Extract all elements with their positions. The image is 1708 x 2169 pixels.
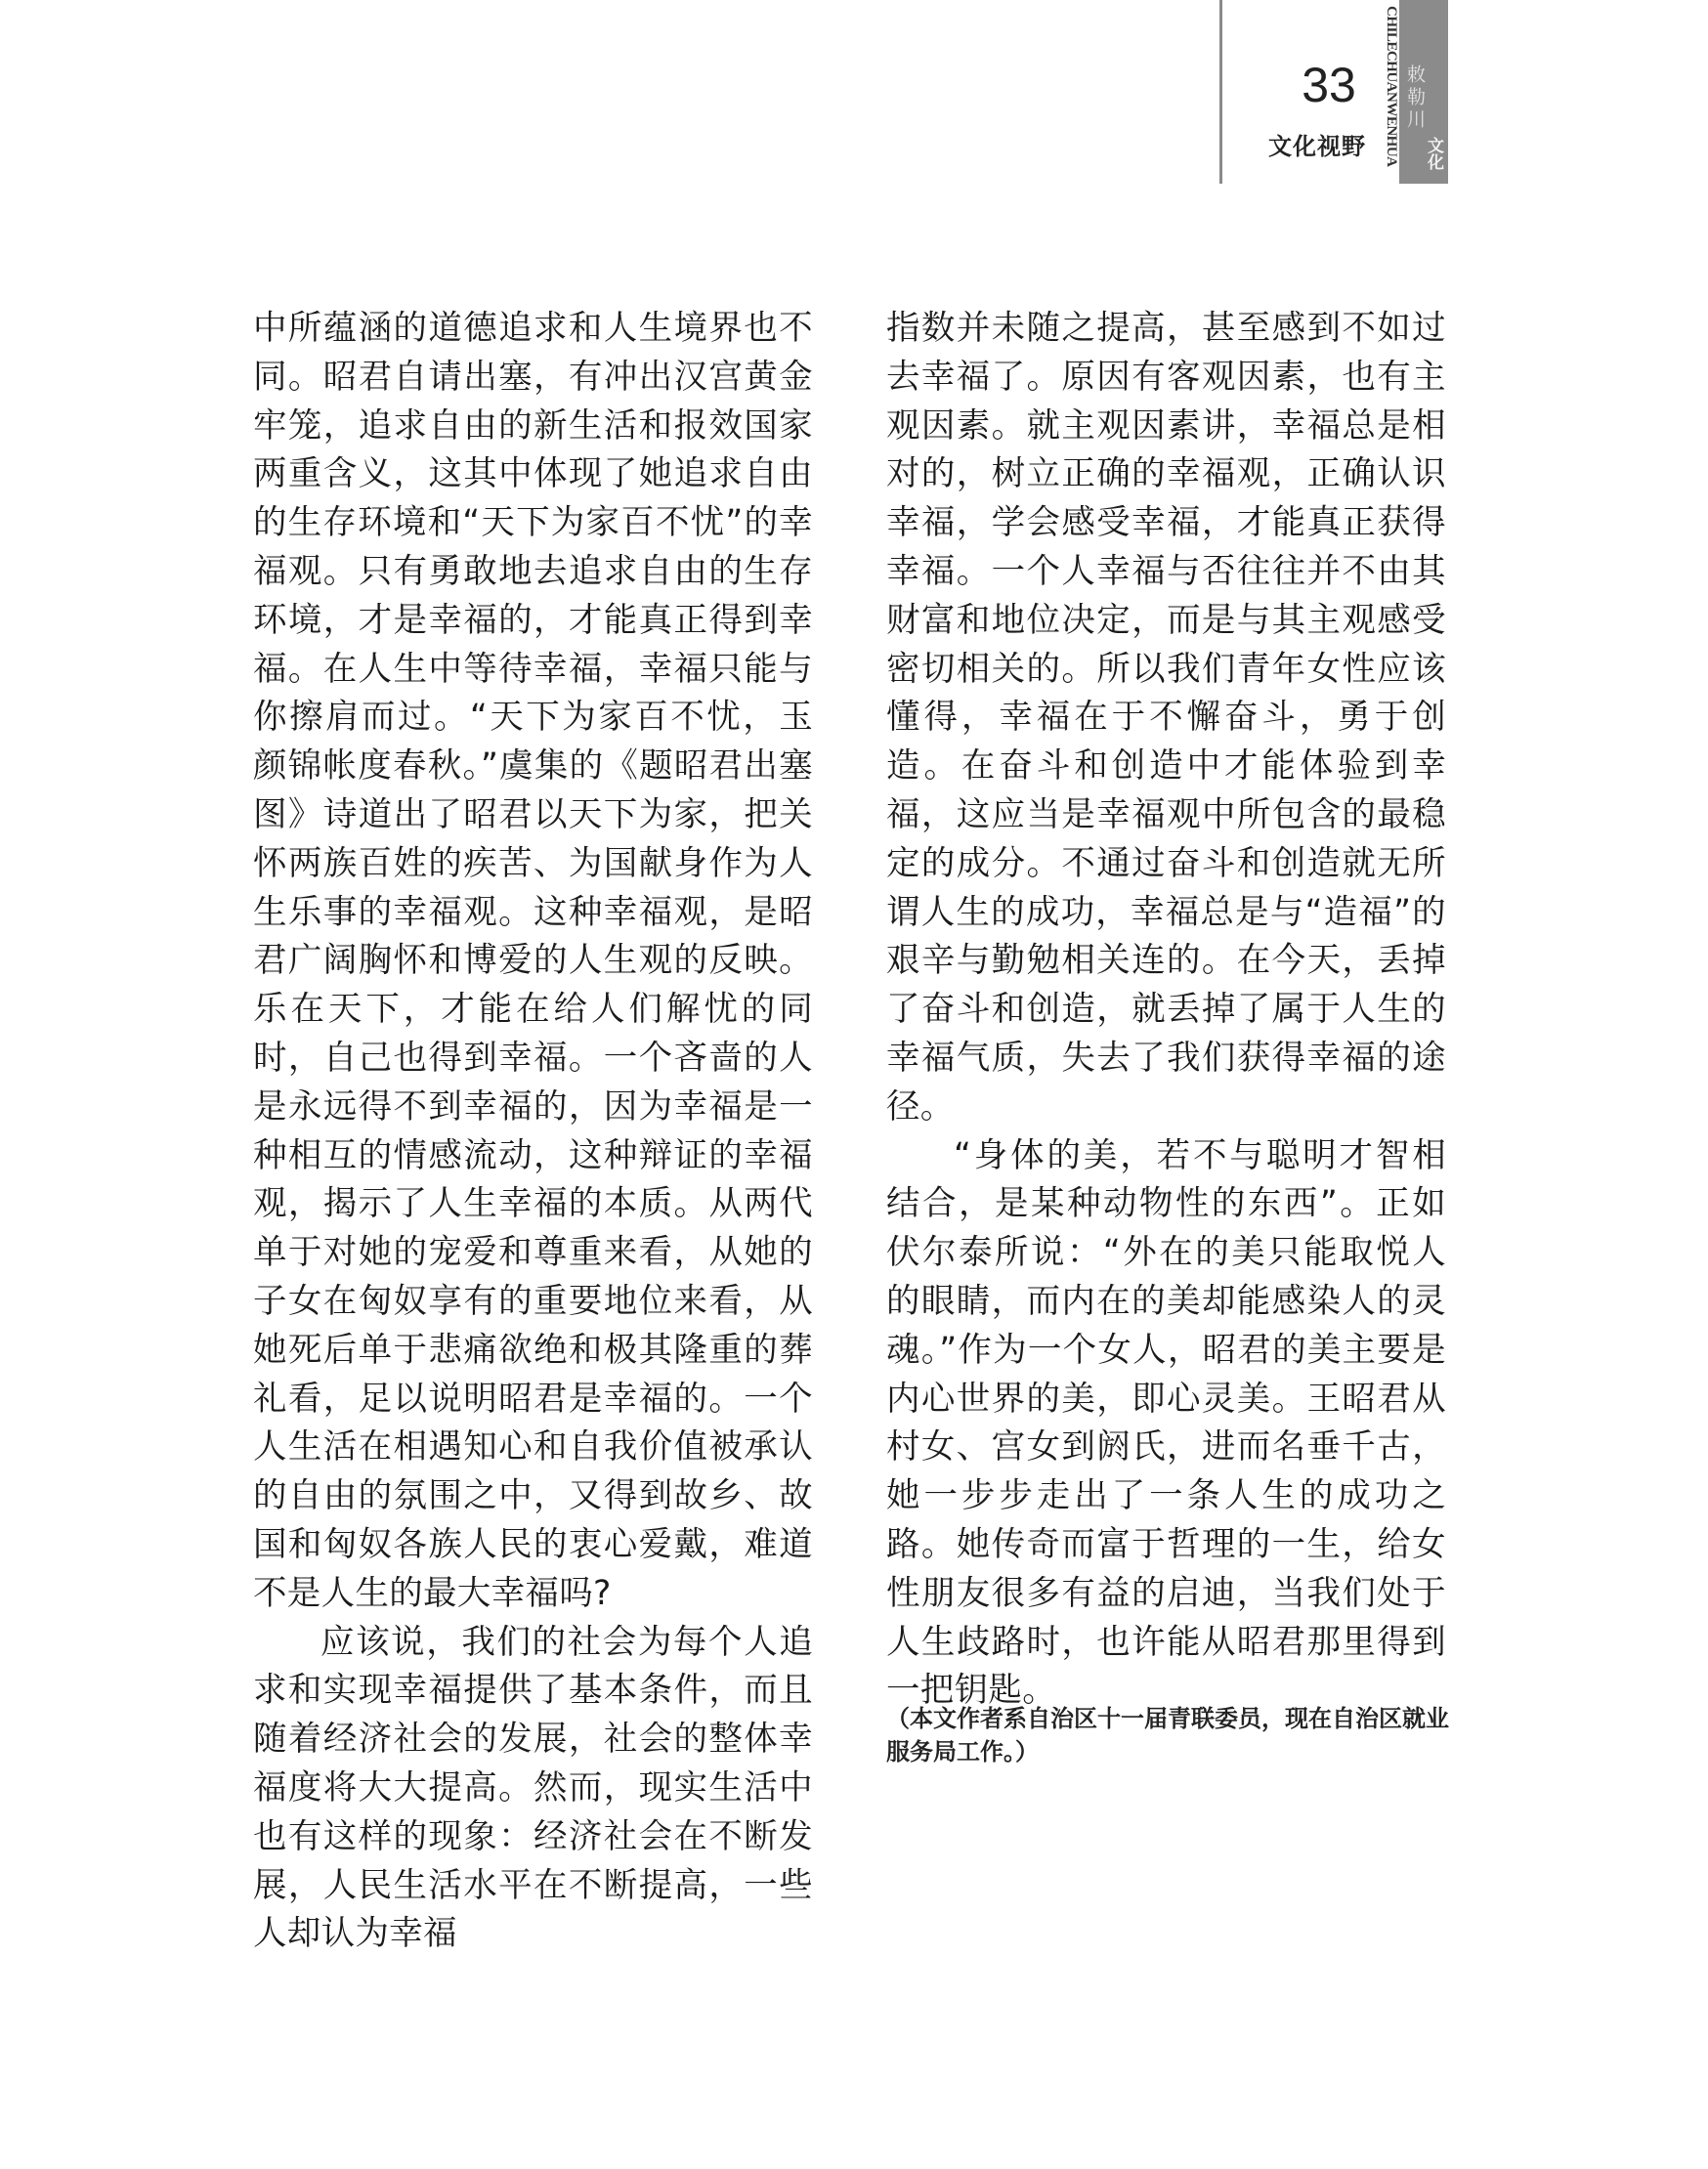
magazine-logo-word: 文化: [1424, 137, 1443, 170]
paragraph: “身体的美，若不与聪明才智相结合，是某种动物性的东西”。正如伏尔泰所说：“外在的美只能取悦人的眼睛，而内在的美却能感染人的灵魂。”作为一个女人，昭君的美主要是内心世界的美，即心灵美。王昭君从村女、宫女到阏氏，进而名垂千古，她一步步走出了一条人生的成功之路。她传奇而富于哲理的一生，给女性朋友很多有益的启迪，当我们处于人生歧路时，也许能从昭君那里得到一把钥匙。: [886, 1135, 1446, 1711]
author-note: （本文作者系自治区十一届青联委员，现在自治区就业服务局工作。）: [886, 1705, 1449, 1765]
paragraph: 指数并未随之提高，甚至感到不如过去幸福了。原因有客观因素，也有主观因素。就主观因素讲，幸福总是相对的，树立正确的幸福观，正确认识幸福，学会感受幸福，才能真正获得幸福。一个人幸福与否往往并不由其财富和地位决定，而是与其主观感受密切相关的。所以我们青年女性应该懂得，幸福在于不懈奋斗，勇于创造。在奋斗和创造中才能体验到幸福，这应当是幸福观中所包含的最稳定的成分。不通过奋斗和创造就无所谓人生的成功，幸福总是与“造福”的艰辛与勤勉相关连的。在今天，丢掉了奋斗和创造，就丢掉了属于人生的幸福气质，失去了我们获得幸福的途径。: [886, 309, 1446, 1127]
page-number: 33: [1302, 58, 1356, 112]
magazine-logo-name: 敕勒川: [1404, 64, 1426, 132]
magazine-latin-title: CHILECHUANWENHUA: [1384, 6, 1399, 167]
section-title: 文化视野: [1268, 133, 1366, 160]
header-divider: [1219, 0, 1222, 184]
article-right-column: [886, 305, 1446, 1716]
paragraph: 中所蕴涵的道德追求和人生境界也不同。昭君自请出塞，有冲出汉宫黄金牢笼，追求自由的新生活和报效国家两重含义，这其中体现了她追求自由的生存环境和“天下为家百不忧”的幸福观。只有勇敢地去追求自由的生存环境，才是幸福的，才能真正得到幸福。在人生中等待幸福，幸福只能与你擦肩而过。“天下为家百不忧，玉颜锦帐度春秋。”虞集的《题昭君出塞图》诗道出了昭君以天下为家，把关怀两族百姓的疾苦、为国献身作为人生乐事的幸福观。这种幸福观，是昭君广阔胸怀和博爱的人生观的反映。乐在天下，才能在给人们解忧的同时，自己也得到幸福。一个吝啬的人是永远得不到幸福的，因为幸福是一种相互的情感流动，这种辩证的幸福观，揭示了人生幸福的本质。从两代单于对她的宠爱和尊重来看，从她的子女在匈奴享有的重要地位来看，从她死后单于悲痛欲绝和极其隆重的葬礼看，足以说明昭君是幸福的。一个人生活在相遇知心和自我价值被承认的自由的氛围之中，又得到故乡、故国和匈奴各族人民的衷心爱戴，难道不是人生的最大幸福吗?: [253, 309, 813, 1613]
article-left-column: [253, 305, 813, 1959]
magazine-logo: [1399, 0, 1448, 184]
paragraph: 应该说，我们的社会为每个人追求和实现幸福提供了基本条件，而且随着经济社会的发展，社会的整体幸福度将大大提高。然而，现实生活中也有这样的现象：经济社会在不断发展，人民生活水平在不断提高，一些人却认为幸福: [253, 1622, 813, 1954]
